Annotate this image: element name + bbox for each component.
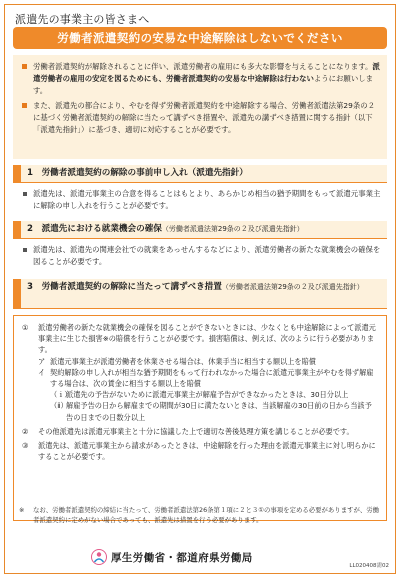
square-bullet-icon <box>22 103 27 108</box>
square-bullet-icon <box>23 248 27 252</box>
section-2-body <box>21 244 383 268</box>
note-mark: ※ <box>19 506 25 514</box>
addressee-heading: 派遣先の事業主の皆さまへ <box>15 13 150 26</box>
intro-text: また、派遣先の都合により、やむを得ず労働者派遣契約を中途解除する場合、労働者派遣法第29条の２に基づく労働者派遣契約の解除に当たって講ずべき措置や、派遣先の講ずべき措置に関する指針（以下「派遣先指針」）に基づき、適切に対応することが必要です。 <box>33 101 375 134</box>
section-2-text: 派遣先は、派遣先の関連会社での就業をあっせんするなどにより、派遣労働者の新たな就業機会の確保を図ることが必要です。 <box>33 245 381 266</box>
ministry-name: 厚生労働省・都道府県労働局 <box>111 552 253 564</box>
footnote <box>19 505 383 525</box>
list-item <box>21 188 383 212</box>
sub-sub-item <box>50 400 378 422</box>
section-3-title-sub: （労働者派遣法第29条の２及び派遣先指針） <box>221 283 364 291</box>
section-2-heading <box>13 221 387 239</box>
square-bullet-icon <box>23 192 27 196</box>
list-item <box>22 440 378 462</box>
item-text: その他派遣先は派遣元事業主と十分に協議した上で適切な善後処理方策を講じることが必要です。 <box>38 426 354 436</box>
sub-sub-item <box>50 389 378 400</box>
item-number: ② <box>22 426 29 436</box>
leaflet-page <box>4 4 396 574</box>
intro-item <box>19 61 381 97</box>
section-1-title: 1 労働者派遣契約の解除の事前申し入れ（派遣先指針） <box>27 168 248 178</box>
title-banner: 労働者派遣契約の安易な中途解除はしないでください <box>13 27 387 49</box>
section-2-title-sub: （労働者派遣法第29条の２及び派遣先指針） <box>161 225 304 233</box>
sub-item-mark: ア <box>38 356 46 366</box>
item-text: 派遣労働者の新たな就業機会の確保を図ることができないときには、少なくとも中途解除によって派遣元事業主に生じた損害※の賠償を行うことが必要です。損害賠償は、例えば、次のように行う必要があります。 <box>38 323 376 355</box>
intro-item <box>19 100 381 136</box>
item-number: ③ <box>22 441 29 451</box>
intro-text: 労働者派遣契約が解除されることに伴い、派遣労働者の雇用にも多大な影響を与えることになります。 <box>33 62 373 71</box>
footer <box>5 541 395 573</box>
section-3-box <box>13 315 387 521</box>
sub-item-text: 派遣元事業主が派遣労働者を休業させる場合は、休業手当に相当する額以上を賠償 <box>50 356 316 366</box>
intro-emphasis: 派遣労働者の雇用の安定を図るためにも、労働者派遣契約の安易な中途解除は行わない <box>33 62 380 83</box>
sub-sub-item-text: 解雇予告の日から解雇までの期間が30日に満たないときは、当該解雇の30日前の日から当該予告の日までの日数分以上 <box>66 401 372 422</box>
sub-item-mark: イ <box>38 367 46 377</box>
list-item <box>22 426 378 437</box>
document-code: LL020408需02 <box>349 563 389 569</box>
sub-item-text: 契約解除の申し入れが相当な猶予期間をもって行われなかった場合に派遣元事業主がやむを得ず解雇する場合は、次の賃金に相当する額以上を賠償 <box>50 367 374 389</box>
list-item <box>21 244 383 268</box>
sub-sub-item-text: 派遣先の予告がないために派遣元事業主が解雇予告ができなかったときは、30日分以上 <box>66 390 349 400</box>
intro-box <box>13 55 387 159</box>
note-text: なお、労働者派遣契約の締結に当たって、労働者派遣法第26条第１項に２と３①の事項を定める必要がありますが、労働者派遣契約に定めがない場合であっても、派遣先は措置を行う必要があります。 <box>33 506 380 524</box>
sub-item <box>38 356 378 367</box>
list-item <box>22 322 378 423</box>
section-2-title: 2 派遣先における就業機会の確保 <box>27 224 162 234</box>
sub-item <box>38 367 378 423</box>
sub-sub-item-mark: （ｉ） <box>50 390 72 400</box>
ministry-logo-icon <box>91 549 107 565</box>
section-3-title: 3 労働者派遣契約の解除に当たって講ずべき措置 <box>27 282 222 292</box>
intro-text-end: ようにお願いします。 <box>33 74 373 95</box>
sub-sub-item-mark: （ⅱ） <box>50 401 68 411</box>
section-1-text: 派遣先は、派遣元事業主の合意を得ることはもとより、あらかじめ相当の猶予期間をもって派遣元事業主に解除の申し入れを行うことが必要です。 <box>33 189 381 210</box>
item-number: ① <box>22 323 29 332</box>
item-text: 派遣先は、派遣元事業主から請求があったときは、中途解除を行った理由を派遣元事業主に対し明らかにすることが必要です。 <box>38 441 376 462</box>
section-3-heading <box>13 279 387 309</box>
section-1-heading <box>13 165 387 183</box>
section-1-body <box>21 188 383 212</box>
square-bullet-icon <box>22 64 27 69</box>
